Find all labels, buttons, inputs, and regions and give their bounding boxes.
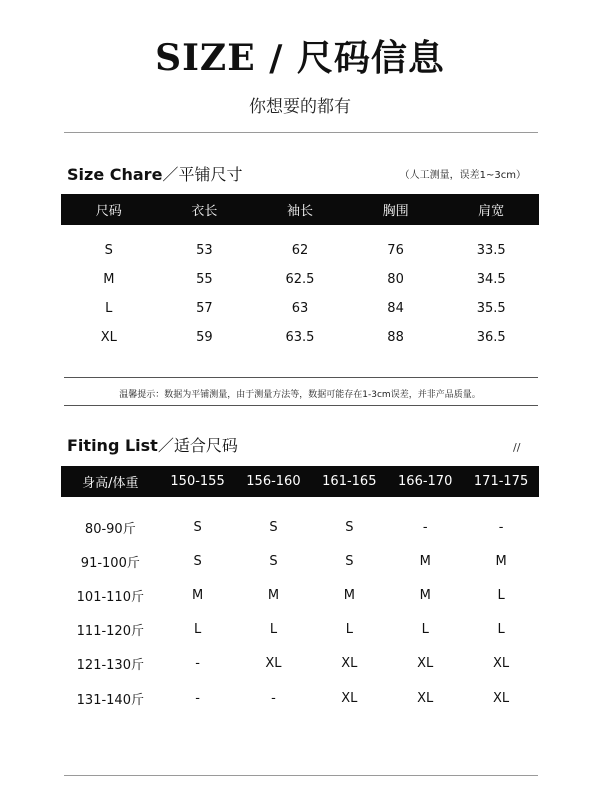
table-cell: 111-120斤 xyxy=(76,623,144,639)
table-cell: 91-100斤 xyxy=(80,555,140,571)
table-cell: M xyxy=(419,553,431,569)
table-cell: - xyxy=(498,519,504,535)
table-cell: XL xyxy=(100,329,117,345)
table-cell: S xyxy=(345,553,354,569)
table-cell: L xyxy=(105,300,113,316)
table-cell: 63 xyxy=(291,300,309,316)
table-cell: M xyxy=(495,553,507,569)
column-header: 袖长 xyxy=(286,204,313,219)
column-header: 171-175 xyxy=(473,474,529,489)
size-chart-title-en: Size Chare xyxy=(67,165,163,184)
page-subtitle: 你想要的都有 xyxy=(249,97,351,117)
table-cell: 33.5 xyxy=(476,242,506,258)
size-chart-title-cn: 平铺尺寸 xyxy=(178,165,243,184)
divider-tip-bottom xyxy=(64,405,538,406)
table-cell: M xyxy=(343,587,355,603)
table-cell: 80 xyxy=(387,271,404,287)
table-cell: 35.5 xyxy=(476,300,506,316)
table-cell: M xyxy=(103,271,115,287)
column-header: 肩宽 xyxy=(478,204,505,219)
table-cell: XL xyxy=(493,690,510,706)
size-chart-note: （人工测量，误差1~3cm） xyxy=(399,170,526,181)
table-cell: - xyxy=(195,655,200,671)
page-title xyxy=(0,30,600,81)
table-cell: M xyxy=(267,587,280,603)
table-cell: 55 xyxy=(196,271,213,287)
page-title-separator: / xyxy=(269,38,284,79)
table-cell: S xyxy=(193,519,202,535)
page-title-cn: 尺码信息 xyxy=(296,38,445,79)
table-cell: XL xyxy=(417,690,434,706)
table-row xyxy=(61,653,539,673)
table-cell: S xyxy=(269,519,278,535)
table-cell: S xyxy=(345,519,354,535)
table-cell: XL xyxy=(341,655,358,671)
size-chart-title xyxy=(67,162,242,185)
table-cell: 63.5 xyxy=(285,329,315,345)
column-header: 尺码 xyxy=(95,204,122,219)
table-cell: M xyxy=(191,587,204,603)
table-cell: L xyxy=(269,621,278,637)
decorative-mark: // xyxy=(513,441,521,454)
table-cell: 76 xyxy=(387,242,404,258)
page-title-en: SIZE xyxy=(155,37,256,79)
fitting-list-title-cn: 适合尺码 xyxy=(173,436,238,455)
table-cell: 62 xyxy=(291,242,309,258)
table-row xyxy=(61,240,539,260)
table-cell: L xyxy=(345,621,353,637)
table-cell: S xyxy=(104,242,113,258)
column-header: 161-165 xyxy=(322,474,377,489)
column-header: 胸围 xyxy=(382,204,409,219)
table-cell: 57 xyxy=(196,300,213,316)
table-row xyxy=(61,298,539,318)
table-cell: XL xyxy=(265,655,282,671)
table-cell: 34.5 xyxy=(476,271,506,287)
table-row xyxy=(61,551,539,571)
size-chart-tip: 温馨提示：数据为平铺测量，由于测量方法等，数据可能存在1-3cm误差，并非产品质量。 xyxy=(119,390,481,400)
table-cell: L xyxy=(421,621,429,637)
size-chart-title-sep: ／ xyxy=(162,165,179,184)
table-cell: 80-90斤 xyxy=(84,521,136,537)
divider-top xyxy=(64,132,538,133)
table-cell: XL xyxy=(417,655,434,671)
fitting-list-title xyxy=(67,433,238,456)
table-cell: M xyxy=(419,587,431,603)
table-cell: L xyxy=(497,587,505,603)
table-cell: 88 xyxy=(387,329,404,345)
table-cell: S xyxy=(193,553,202,569)
table-cell: 62.5 xyxy=(285,271,315,287)
column-header: 衣长 xyxy=(191,204,218,219)
table-cell: L xyxy=(497,621,505,637)
table-cell: 36.5 xyxy=(476,329,506,345)
table-cell: 101-110斤 xyxy=(76,589,144,605)
table-cell: XL xyxy=(493,655,510,671)
table-row xyxy=(61,327,539,347)
table-row xyxy=(61,688,539,708)
table-row xyxy=(61,585,539,605)
fitting-list-title-sep: ／ xyxy=(157,436,174,455)
column-header: 166-170 xyxy=(398,474,453,489)
table-cell: L xyxy=(193,621,202,637)
table-row xyxy=(61,517,539,537)
table-cell: 121-130斤 xyxy=(76,657,144,673)
table-cell: 59 xyxy=(196,329,213,345)
table-cell: XL xyxy=(341,690,358,706)
size-chart-header xyxy=(61,194,539,225)
table-cell: 131-140斤 xyxy=(76,692,144,708)
column-header: 身高/体重 xyxy=(82,476,139,491)
table-row xyxy=(61,269,539,289)
column-header: 150-155 xyxy=(170,474,225,489)
table-cell: S xyxy=(269,553,278,569)
fitting-list-header xyxy=(61,466,539,497)
column-header: 156-160 xyxy=(246,474,301,489)
table-cell: - xyxy=(195,690,200,706)
fitting-list-title-en: Fiting List xyxy=(67,436,158,455)
table-cell: - xyxy=(271,690,276,706)
divider-tip-top xyxy=(64,377,538,378)
table-cell: - xyxy=(422,519,428,535)
table-cell: 53 xyxy=(196,242,213,258)
table-cell: 84 xyxy=(387,300,404,316)
table-row xyxy=(61,619,539,639)
divider-bottom xyxy=(64,775,538,776)
